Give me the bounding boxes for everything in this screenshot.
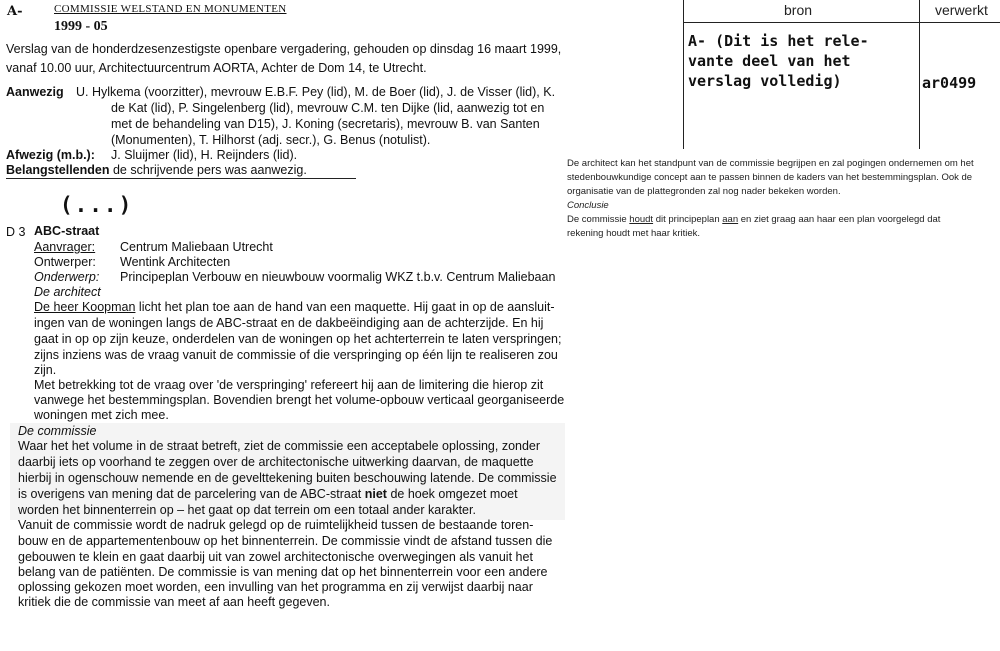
report-number: 1999 - 05: [54, 19, 108, 34]
architect-paragraph-line: gaat in op op zijn keuze, onderdelen van de woningen op het achterterrein te laten verspringen;: [34, 332, 562, 346]
conclusie-houdt: houdt: [629, 214, 654, 225]
item-title: ABC-straat: [34, 224, 100, 238]
commissie-text: is overigens van mening dat de parcelering van de ABC-straat: [18, 487, 365, 501]
verwerkt-cell: ar0499: [922, 74, 977, 92]
commissie-paragraph-line: Vanuit de commissie wordt de nadruk gelegd op de ruimtelijkheid tussen de bestaande toren-: [18, 518, 534, 532]
conclusie-heading: Conclusie: [567, 200, 609, 211]
commissie-paragraph-line: gebouwen te klein en gaat daarbij uit van zowel architectonische overwegingen als vanuit het: [18, 550, 533, 564]
commissie-paragraph-line: daarbij iets op voorhand te zeggen over de architectonische uitwerking daarvan, de maquette: [18, 455, 534, 469]
aanwezig-line: (Monumenten), T. Hilhorst (adj. secr.), G. Benus (notulist).: [111, 133, 431, 147]
commissie-paragraph-line: kritiek die de commissie van meet af aan heeft gegeven.: [18, 595, 330, 609]
commissie-paragraph-line: hierbij in ogenschouw nemende en de gevelttekening buiten beschouwing latende. De commissie: [18, 471, 557, 485]
ontwerper-label: Ontwerper:: [34, 255, 96, 269]
emphasis-niet: niet: [364, 487, 387, 501]
conclusie-text: De commissie: [567, 214, 630, 225]
ontwerper-value: Wentink Architecten: [120, 255, 231, 269]
aanwezig-line: met de behandeling van D15), J. Koning (secretaris), mevrouw B. van Santen: [111, 117, 540, 131]
commissie-paragraph-line: Waar het het volume in de straat betreft, ziet de commissie een acceptabele oplossing, zonder: [18, 439, 541, 453]
bron-cell-line: vante deel van het: [688, 52, 851, 70]
aanwezig-line: U. Hylkema (voorzitter), mevrouw E.B.F. Pey (lid), M. de Boer (lid), J. de Visser (lid), K.: [76, 85, 556, 99]
commissie-heading: De commissie: [18, 424, 97, 438]
architect-paragraph-line: [34, 300, 555, 314]
architect-paragraph-line: zijns inziens was de vraag vanuit de commissie of die verspringing op één lijn te realiseren zou: [34, 348, 558, 362]
right-note-line: De architect kan het standpunt van de commissie begrijpen en zal pogingen ondernemen om het: [567, 158, 974, 169]
bron-cell-line: A- (Dit is het rele-: [688, 32, 869, 50]
conclusie-aan: aan: [722, 214, 739, 225]
column-header-verwerkt: verwerkt: [935, 2, 988, 18]
belangstellenden-line: [6, 163, 307, 177]
afwezig-label: Afwezig (m.b.):: [6, 148, 95, 162]
right-note-line: organisatie van de plattegronden zal nog nader bekeken worden.: [567, 186, 841, 197]
item-code: D 3: [6, 225, 26, 239]
commissie-paragraph-line: oplossing gekozen moet worden, een invulling van het programma en zij verwijst daarbij naar: [18, 580, 533, 594]
onderwerp-value: Principeplan Verbouw en nieuwbouw voormalig WKZ t.b.v. Centrum Maliebaan: [120, 270, 556, 284]
belangstellenden-text: de schrijvende pers was aanwezig.: [109, 163, 307, 177]
organisation-name: COMMISSIE WELSTAND EN MONUMENTEN: [54, 3, 287, 15]
conclusie-text: dit principeplan: [653, 214, 723, 225]
report-intro-line2: vanaf 10.00 uur, Architectuurcentrum AORTA, Achter de Dom 14, te Utrecht.: [6, 61, 427, 75]
afwezig-text: J. Sluijmer (lid), H. Reijnders (lid).: [111, 148, 298, 162]
onderwerp-label: Onderwerp:: [34, 270, 100, 284]
commissie-paragraph-line: [18, 487, 518, 501]
architect-text: licht het plan toe aan de hand van een maquette. Hij gaat in op de aansluit-: [135, 300, 555, 314]
commissie-text: de hoek omgezet moet: [386, 487, 518, 501]
omission-marker: (...): [60, 193, 134, 217]
header-divider: [6, 178, 356, 179]
bron-cell-line: verslag volledig): [688, 72, 842, 90]
architect-paragraph-line: vanwege het bestemmingsplan. Bovendien brengt het volume-opbouw verticaal georganiseerde: [34, 393, 565, 407]
architect-paragraph-line: ingen van de woningen langs de ABC-straat en de dakbeëindiging aan de achterzijde. En hij: [34, 316, 544, 330]
conclusie-line: rekening houdt met haar kritiek.: [567, 228, 701, 239]
conclusie-text: en ziet graag aan haar een plan voorgelegd dat: [738, 214, 941, 225]
architect-paragraph-line: Met betrekking tot de vraag over 'de verspringing' refereert hij aan de limitering die hierop zit: [34, 378, 544, 392]
aanwezig-label: Aanwezig: [6, 85, 64, 99]
commissie-paragraph-line: bouw en de appartementenbouw op het binnenterrein. De commissie vindt de afstand tussen die: [18, 534, 553, 548]
architect-heading: De architect: [34, 285, 101, 299]
belangstellenden-label: Belangstellenden: [6, 163, 110, 177]
architect-paragraph-line: woningen met zich mee.: [34, 408, 169, 422]
architect-name: De heer Koopman: [34, 300, 136, 314]
conclusie-line: [567, 214, 940, 225]
aanvrager-value: Centrum Maliebaan Utrecht: [120, 240, 273, 254]
right-note-line: stedenbouwkundige concept aan te passen binnen de kaders van het bestemmingsplan. Ook de: [567, 172, 973, 183]
architect-paragraph-line: zijn.: [34, 363, 57, 377]
commissie-paragraph-line: worden het binnenterrein op – het gaat op dat terrein om een totaal ander karakter.: [18, 503, 476, 517]
aanwezig-line: de Kat (lid), P. Singelenberg (lid), mevrouw C.M. ten Dijke (lid, aanwezig tot en: [111, 101, 545, 115]
source-mark: A-: [7, 4, 23, 19]
table-header-rule: [683, 22, 1000, 23]
report-intro-line1: Verslag van de honderdzesenzestigste openbare vergadering, gehouden op dinsdag 16 maart 1999,: [6, 42, 562, 56]
commissie-paragraph-line: belang van de patiënten. De commissie is van mening dat op het binnenterrein voor een andere: [18, 565, 548, 579]
column-header-bron: bron: [784, 2, 813, 18]
aanvrager-label: Aanvrager:: [34, 240, 96, 254]
